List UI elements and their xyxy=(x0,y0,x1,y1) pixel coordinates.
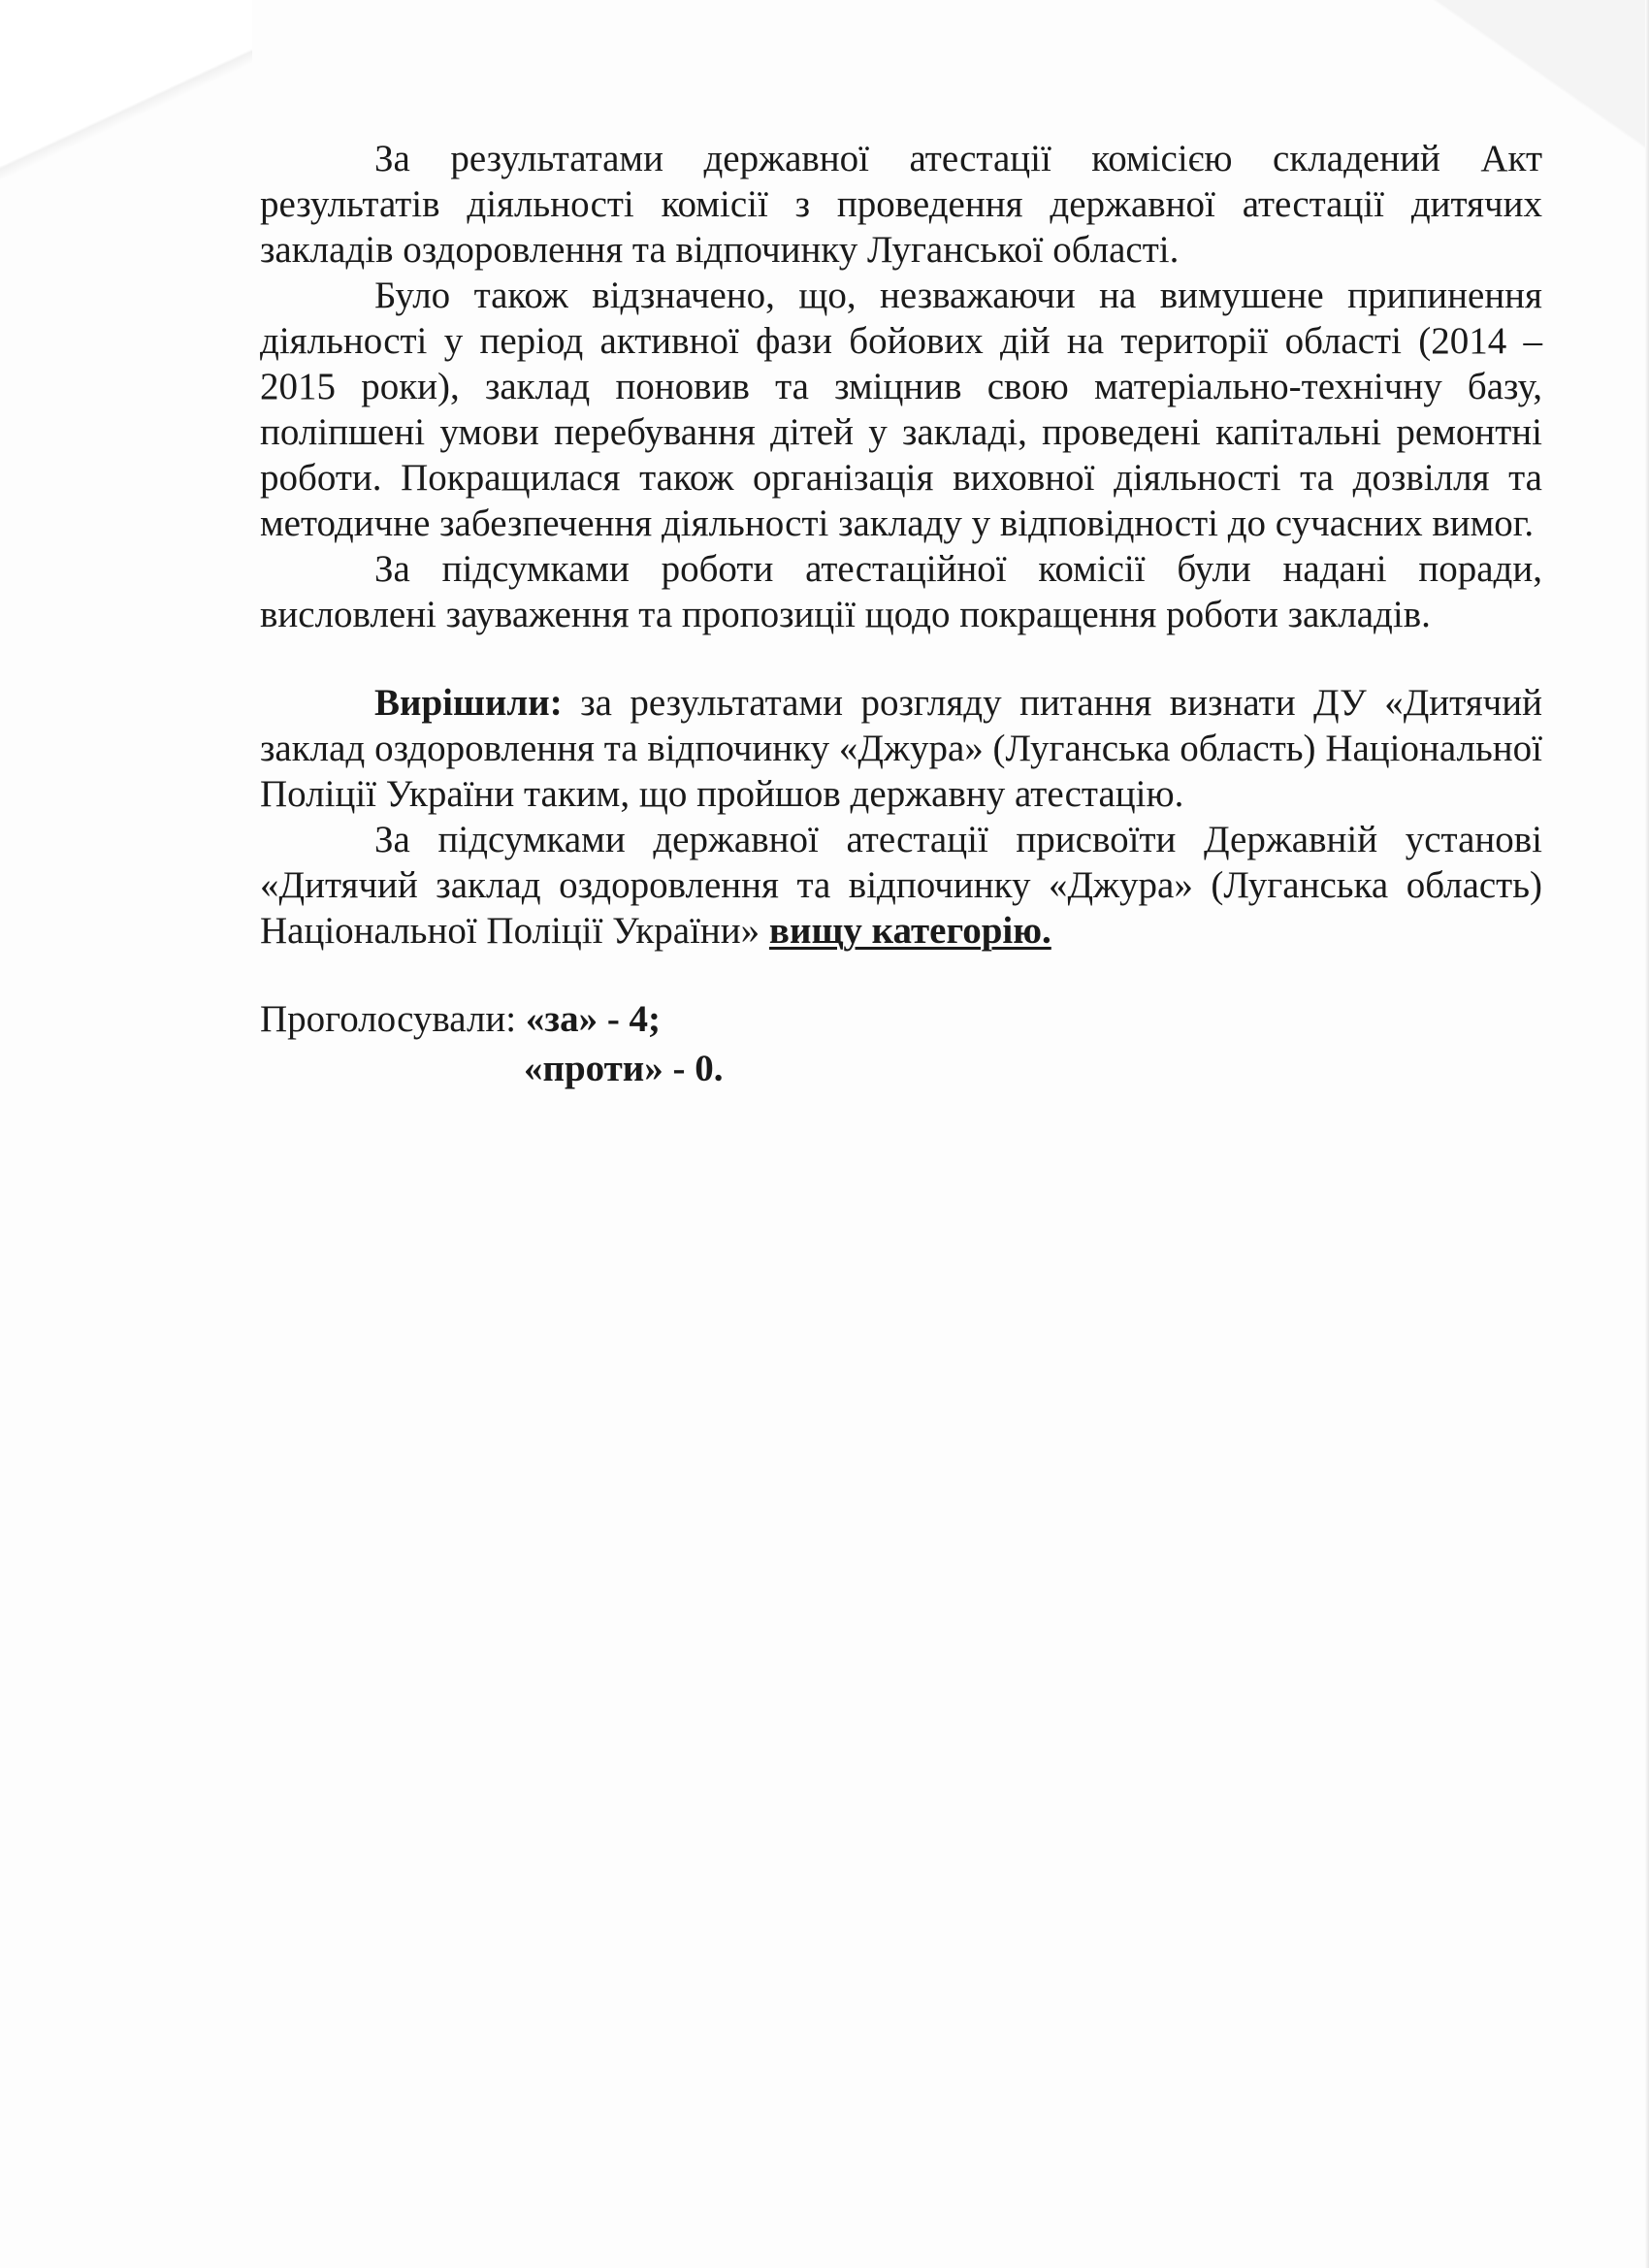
document-body xyxy=(260,136,1542,1091)
folded-corner-top-left xyxy=(0,0,252,184)
vote-label: Проголосували: xyxy=(260,998,526,1040)
decision-label: Вирішили: xyxy=(374,682,563,724)
paragraph-attestation-act: За результатами державної атестації комісією складений Акт результатів діяльності комісії з проведення державної атестації дитячих закладів оздоровлення та відпочинку Луганської області. xyxy=(260,138,1542,271)
category-text: За підсумками державної атестації присвоїти Державній установі «Дитячий заклад оздоровлення та відпочинку «Джура» (Луганська область) Національної Поліції України» xyxy=(260,819,1542,952)
decision-text: за результатами розгляду питання визнати ДУ «Дитячий заклад оздоровлення та відпочинку «Джура» (Луганська область) Національної Поліції України таким, що пройшов державну атестацію. xyxy=(260,682,1542,815)
category-emphasis: вищу категорію. xyxy=(768,910,1051,952)
paragraph-advice: За підсумками роботи атестаційної комісії були надані поради, висловлені зауваження та пропозиції щодо покращення роботи закладів. xyxy=(260,548,1542,635)
vote-against-line xyxy=(260,1046,1542,1091)
paragraph-decision xyxy=(260,680,1542,817)
paragraph-category xyxy=(260,817,1542,954)
vote-against: «проти» - 0. xyxy=(524,1048,724,1089)
vote-for-line xyxy=(260,996,1542,1042)
vote-for: «за» - 4; xyxy=(525,998,662,1040)
page-edge xyxy=(1645,0,1649,2268)
paragraph-noted: Було також відзначено, що, незважаючи на вимушене припинення діяльності у період активної фази бойових дій на території області (2014 – 2015 роки), заклад поновив та зміцнив свою матеріально-технічну базу, поліпшені умови перебування дітей у закладі, проведені капітальні ремонтні роботи. Покращилася також організація виховної діяльності та дозвілля та методичне забезпечення діяльності закладу у відповідності до сучасних вимог. xyxy=(260,275,1542,544)
